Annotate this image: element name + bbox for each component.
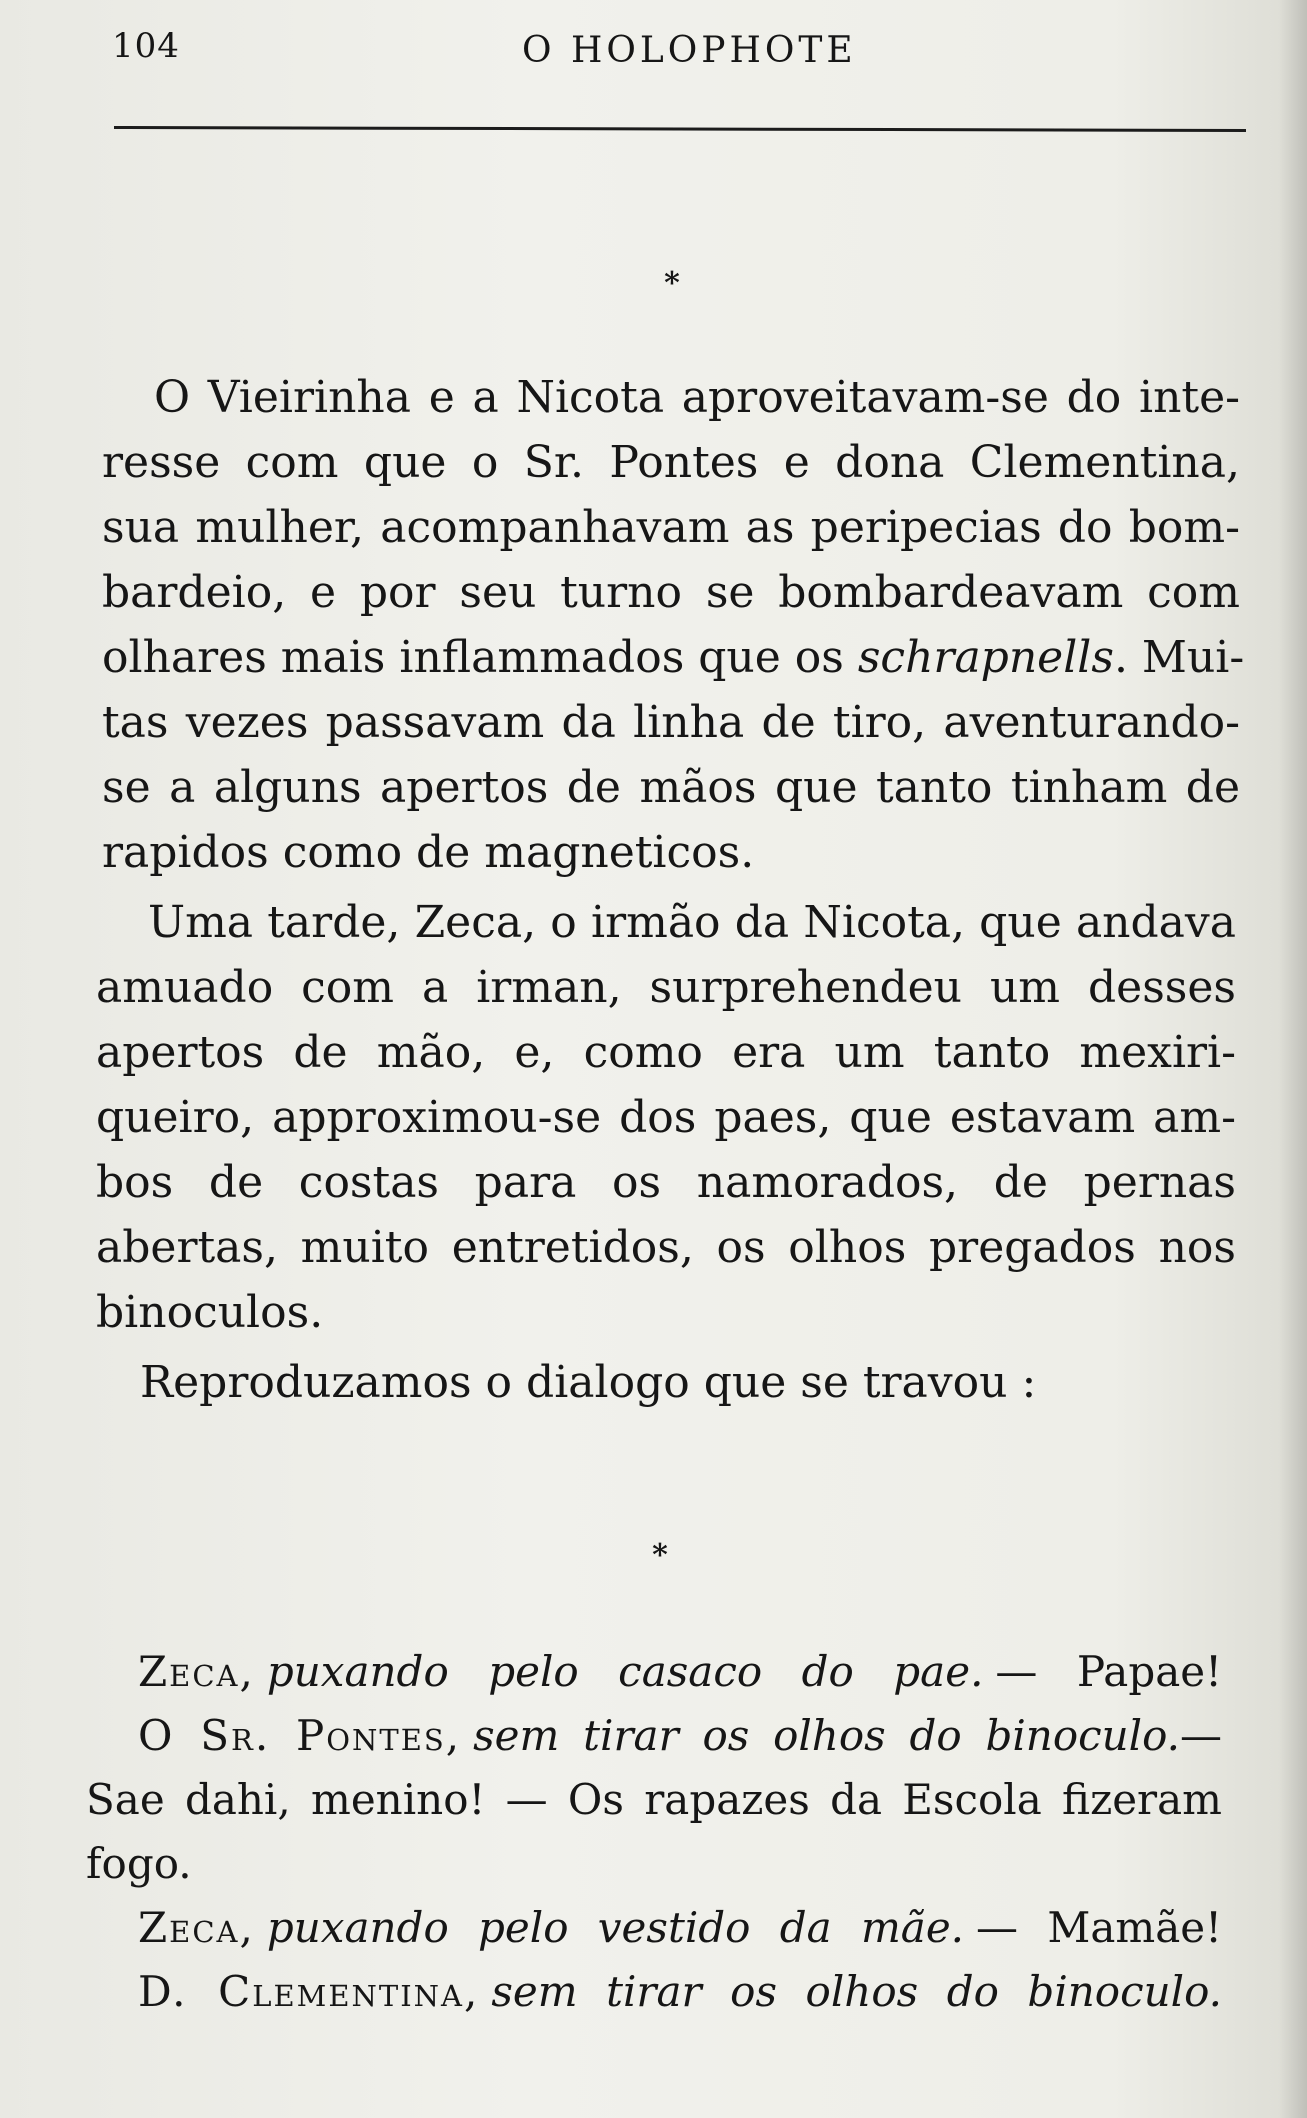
dialog-block: [86, 1640, 1222, 2024]
text-line: apertos de mão, e, como era um tanto mexiri-: [96, 1027, 1236, 1078]
text-line: se a alguns apertos de mãos que tanto tinham de: [102, 762, 1240, 813]
text-line: abertas, muito entretidos, os olhos pregados nos: [96, 1222, 1236, 1273]
header-rule: [114, 126, 1246, 132]
italic-word: schrapnells: [857, 632, 1114, 683]
text-line: sua mulher, acompanhavam as peripecias do bom-: [102, 502, 1240, 553]
text-line: rapidos como de magneticos.: [102, 827, 755, 878]
dialog-separator-asterisk: *: [652, 1538, 668, 1573]
text-line: queiro, approximou-se dos paes, que estavam am-: [96, 1092, 1236, 1143]
dialog-line: [86, 1896, 1222, 1960]
text-line: bos de costas para os namorados, de pernas: [96, 1157, 1236, 1208]
text-line: Uma tarde, Zeca, o irmão da Nicota, que andava: [148, 897, 1236, 948]
text-line: O Vieirinha e a Nicota aproveitavam-se do inte-: [154, 372, 1240, 423]
page-header: [112, 22, 1242, 82]
text-line: binoculos.: [96, 1287, 324, 1338]
dialog-line: [86, 1960, 1222, 2024]
paragraph-reproduzamos: [140, 1350, 1140, 1415]
text-line: resse com que o Sr. Pontes e dona Clementina,: [102, 437, 1240, 488]
speech: —: [1180, 1711, 1223, 1760]
text-line: bardeio, e por seu turno se bombardeavam com: [102, 567, 1240, 618]
stage-direction: puxando pelo vestido da mãe.: [266, 1903, 965, 1952]
text-line: amuado com a irman, surprehendeu um desses: [96, 962, 1236, 1013]
speaker-name: Zeca,: [138, 1903, 255, 1952]
section-separator-asterisk: *: [664, 266, 680, 301]
page-edge-shadow: [1279, 0, 1307, 2118]
dialog-line: fogo.: [86, 1839, 192, 1888]
speech: — Mamãe!: [976, 1903, 1222, 1952]
dialog-line: Sae dahi, menino! — Os rapazes da Escola fizeram: [86, 1775, 1222, 1824]
text-fragment: . Mui-: [1113, 632, 1245, 683]
speaker-name: O Sr. Pontes,: [138, 1711, 462, 1760]
speaker-name: D. Clementina,: [138, 1967, 480, 2016]
speaker-name: Zeca,: [138, 1647, 255, 1696]
text-line: Reproduzamos o dialogo que se travou :: [140, 1357, 1037, 1408]
stage-direction: sem tirar os olhos do binoculo.: [473, 1711, 1181, 1760]
paragraph-vieirinha: [102, 365, 1245, 885]
page-number: 104: [112, 26, 180, 66]
paragraph-zeca: [96, 890, 1236, 1345]
text-line: tas vezes passavam da linha de tiro, aventurando-: [102, 697, 1240, 748]
stage-direction: puxando pelo casaco do pae.: [266, 1647, 984, 1696]
text-fragment: olhares mais inflammados que os: [102, 632, 858, 683]
dialog-line: [86, 1640, 1222, 1704]
stage-direction: sem tirar os olhos do binoculo.: [491, 1967, 1222, 2016]
text-line-with-italic: [102, 625, 1245, 690]
dialog-line: [86, 1704, 1222, 1768]
running-title: O HOLOPHOTE: [522, 30, 857, 71]
speech: — Papae!: [995, 1647, 1222, 1696]
